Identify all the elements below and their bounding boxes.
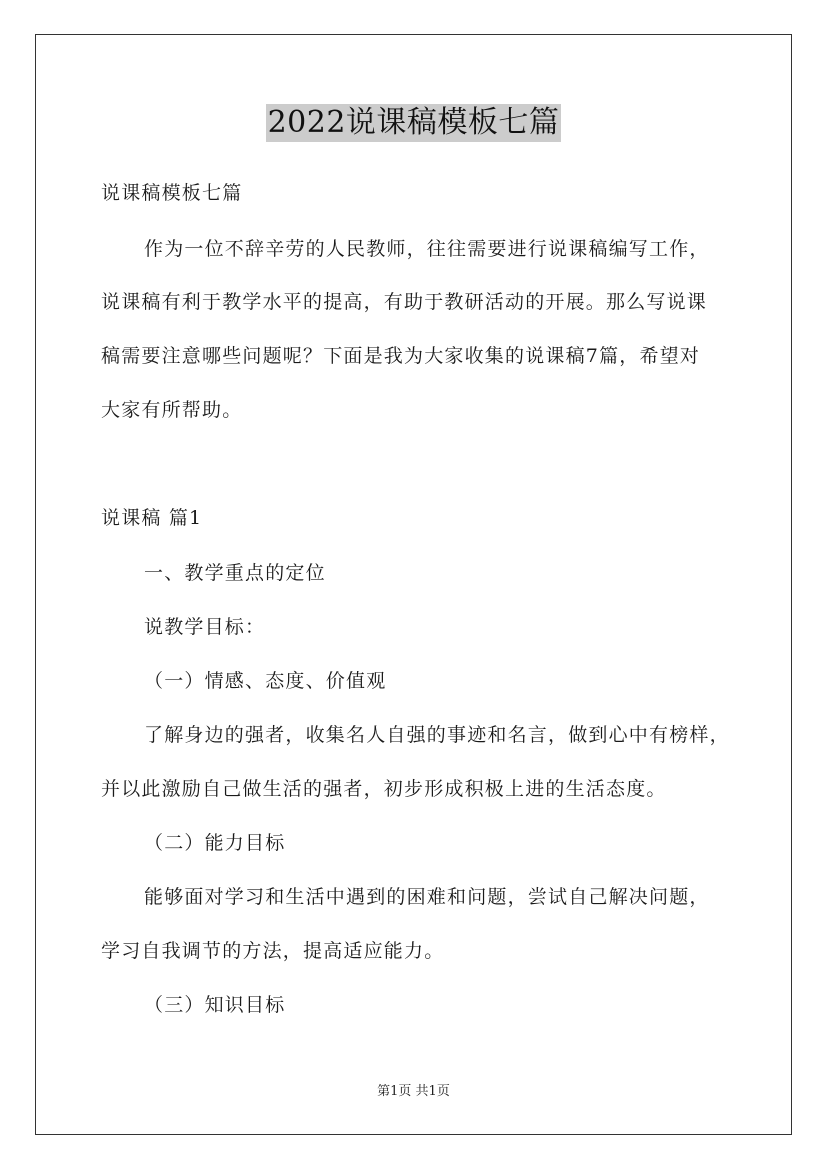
intro-line-2: 说课稿有利于教学水平的提高，有助于教研活动的开展。那么写说课 — [101, 291, 708, 313]
body-line-9: （三）知识目标 — [144, 994, 286, 1016]
document-title: 2022说课稿模板七篇 — [267, 105, 560, 140]
intro-line-3: 稿需要注意哪些问题呢？下面是我为大家收集的说课稿7篇，希望对 — [101, 345, 701, 367]
title-container — [0, 104, 827, 142]
intro-line-1: 作为一位不辞辛劳的人民教师，往往需要进行说课稿编写工作， — [144, 238, 710, 260]
body-line-2: 说教学目标： — [144, 616, 266, 638]
section-heading: 说课稿 篇1 — [101, 507, 203, 529]
body-line-7: 能够面对学习和生活中遇到的困难和问题，尝试自己解决问题， — [144, 886, 710, 908]
body-line-1: 一、教学重点的定位 — [144, 562, 326, 584]
body-line-8: 学习自我调节的方法，提高适应能力。 — [101, 940, 445, 962]
body-line-4: 了解身边的强者，收集名人自强的事迹和名言，做到心中有榜样， — [144, 724, 730, 746]
body-line-3: （一）情感、态度、价值观 — [144, 670, 387, 692]
intro-line-4: 大家有所帮助。 — [101, 399, 243, 421]
body-line-5: 并以此激励自己做生活的强者，初步形成积极上进的生活态度。 — [101, 778, 667, 800]
body-line-6: （二）能力目标 — [144, 832, 286, 854]
page-footer: 第1页 共1页 — [377, 1084, 450, 1099]
document-subtitle: 说课稿模板七篇 — [101, 182, 243, 204]
